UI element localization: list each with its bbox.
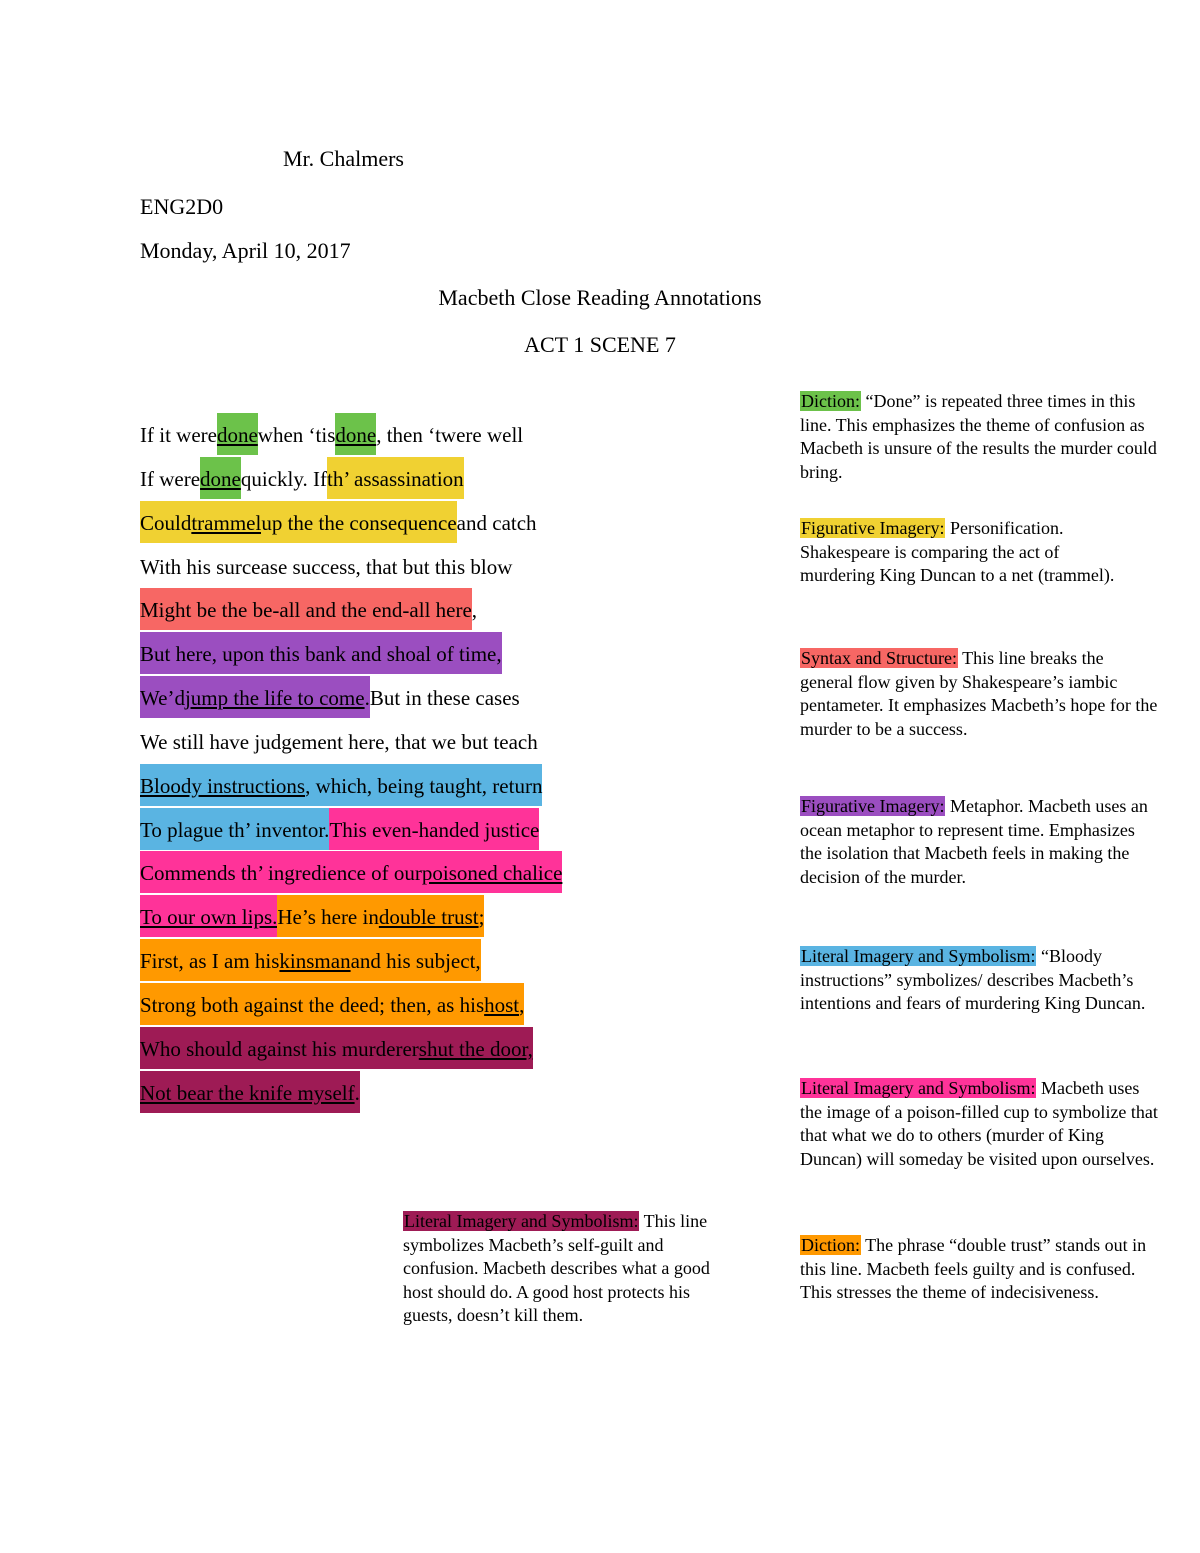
highlighted-phrase: done [335,413,376,455]
highlighted-phrase: To plague th’ inventor. [140,808,329,850]
highlighted-phrase: up the the consequence [261,501,456,543]
highlighted-phrase: done [217,413,258,455]
highlighted-phrase: Might be the be-all and the end-all here [140,588,472,630]
poem-line [140,413,562,457]
highlighted-phrase: Commends th’ ingredience of our [140,851,422,893]
highlighted-phrase: First, as I am his [140,939,279,981]
poem-line [140,1071,562,1115]
highlighted-phrase: We’d [140,676,185,718]
annotation-text: This line breaks the general flow given by Shakespeare’s iambic pentameter. It emphasizes Macbeth’s hope for the murder to be a success. [800,648,1158,739]
poem-text: If it were [140,423,217,447]
annotation-category-label: Diction: [801,1235,860,1255]
poem-line [140,632,562,676]
highlighted-phrase: jump the life to come [185,676,365,718]
poem-text: , [471,598,478,623]
poem-line [140,501,562,545]
poem-text: If were [140,466,201,491]
annotation-category-label: Literal Imagery and Symbolism: [801,946,1036,966]
annotation-literal-host [403,1210,733,1328]
highlighted-phrase: host [484,983,519,1025]
highlighted-phrase: He’s here in [277,895,378,937]
document-subtitle: ACT 1 SCENE 7 [524,332,676,357]
highlighted-phrase: and his subject, [351,939,481,981]
annotation-text: The phrase “double trust” stands out in this line. Macbeth feels guilty and is confused. This stresses the theme of indecisiveness. [800,1235,1147,1303]
annotation-text: “Done” is repeated three times in this line. This emphasizes the theme of confusion as Macbeth is unsure of the results the murder could bring. [800,391,1157,482]
highlighted-phrase: But here, upon this bank and shoal of time, [140,632,502,674]
poem-line [140,764,562,808]
poem-line [140,457,562,501]
poem-line [140,676,562,720]
poem-text: , then ‘twere well [376,423,524,447]
highlighted-phrase: , which, being taught, return [305,764,542,806]
annotation-text: Personification. Shakespeare is comparing the act of murdering King Duncan to a net (trammel). [800,518,1115,586]
poem-line [140,939,562,983]
highlighted-phrase: Bloody instructions [140,764,305,806]
highlighted-phrase: To our own lips. [140,895,277,937]
poem-line [140,983,562,1027]
highlighted-phrase: kinsman [279,939,350,981]
annotation-diction-double-trust [800,1234,1160,1305]
annotation-category-label: Figurative Imagery: [801,518,945,538]
annotation-text: Macbeth uses the image of a poison-filled cup to symbolize that that what we do to others (murder of King Duncan) will someday be visited upon ourselves. [800,1078,1158,1169]
highlighted-phrase: Could [140,501,191,543]
annotation-text: This line symbolizes Macbeth’s self-guilt and confusion. Macbeth describes what a good host should do. A good host protects his guests, doesn’t kill them. [403,1211,710,1326]
document-title: Macbeth Close Reading Annotations [438,285,762,310]
annotation-category-label: Literal Imagery and Symbolism: [404,1211,639,1231]
annotation-figurative-personification [800,517,1130,588]
teacher-name: Mr. Chalmers [283,146,404,171]
document-date: Monday, April 10, 2017 [140,238,351,263]
annotation-diction-done [800,390,1160,484]
poem-line [140,851,562,895]
annotation-literal-poisoned-chalice [800,1077,1160,1171]
poem-line [140,808,562,852]
poem-line [140,1027,562,1071]
poem-line [140,545,562,589]
course-code: ENG2D0 [140,194,224,219]
highlighted-phrase: poisoned chalice [422,851,563,893]
poem-line [140,720,562,764]
highlighted-phrase: done [200,457,241,499]
highlighted-phrase: trammel [191,501,261,543]
annotation-literal-bloody-instructions [800,945,1160,1016]
annotation-text: Metaphor. Macbeth uses an ocean metaphor to represent time. Emphasizes the isolation that Macbeth feels in making the decision of the murder. [800,796,1148,887]
highlighted-phrase: . [365,676,370,718]
annotation-text: “Bloody instructions” symbolizes/ describes Macbeth’s intentions and fears of murdering King Duncan. [800,946,1146,1014]
highlighted-phrase: Who should against his murderer [140,1027,419,1069]
highlighted-phrase: ; [479,895,485,937]
poem-passage [140,413,562,1115]
poem-text: when ‘tis [257,423,336,447]
annotation-category-label: Figurative Imagery: [801,796,945,816]
highlighted-phrase: shut the door, [419,1027,533,1069]
highlighted-phrase: Strong both against the deed; then, as his [140,983,484,1025]
annotation-category-label: Syntax and Structure: [801,648,957,668]
highlighted-phrase: . [355,1071,360,1113]
poem-text: quickly. If [240,466,327,491]
poem-text: We still have judgement here, that we but teach [140,729,538,754]
poem-line [140,895,562,939]
poem-text: and catch [456,510,537,535]
annotation-category-label: Literal Imagery and Symbolism: [801,1078,1036,1098]
poem-line [140,588,562,632]
poem-text: But in these cases [369,686,520,711]
poem-text: With his surcease success, that but this blow [140,554,513,579]
annotation-figurative-metaphor [800,795,1160,889]
annotation-syntax-structure [800,647,1160,741]
highlighted-phrase: , [519,983,524,1025]
highlighted-phrase: double trust [379,895,479,937]
highlighted-phrase: th’ assassination [327,457,464,499]
highlighted-phrase: Not bear the knife myself [140,1071,355,1113]
highlighted-phrase: This even-handed justice [329,808,539,850]
annotation-category-label: Diction: [801,391,860,411]
